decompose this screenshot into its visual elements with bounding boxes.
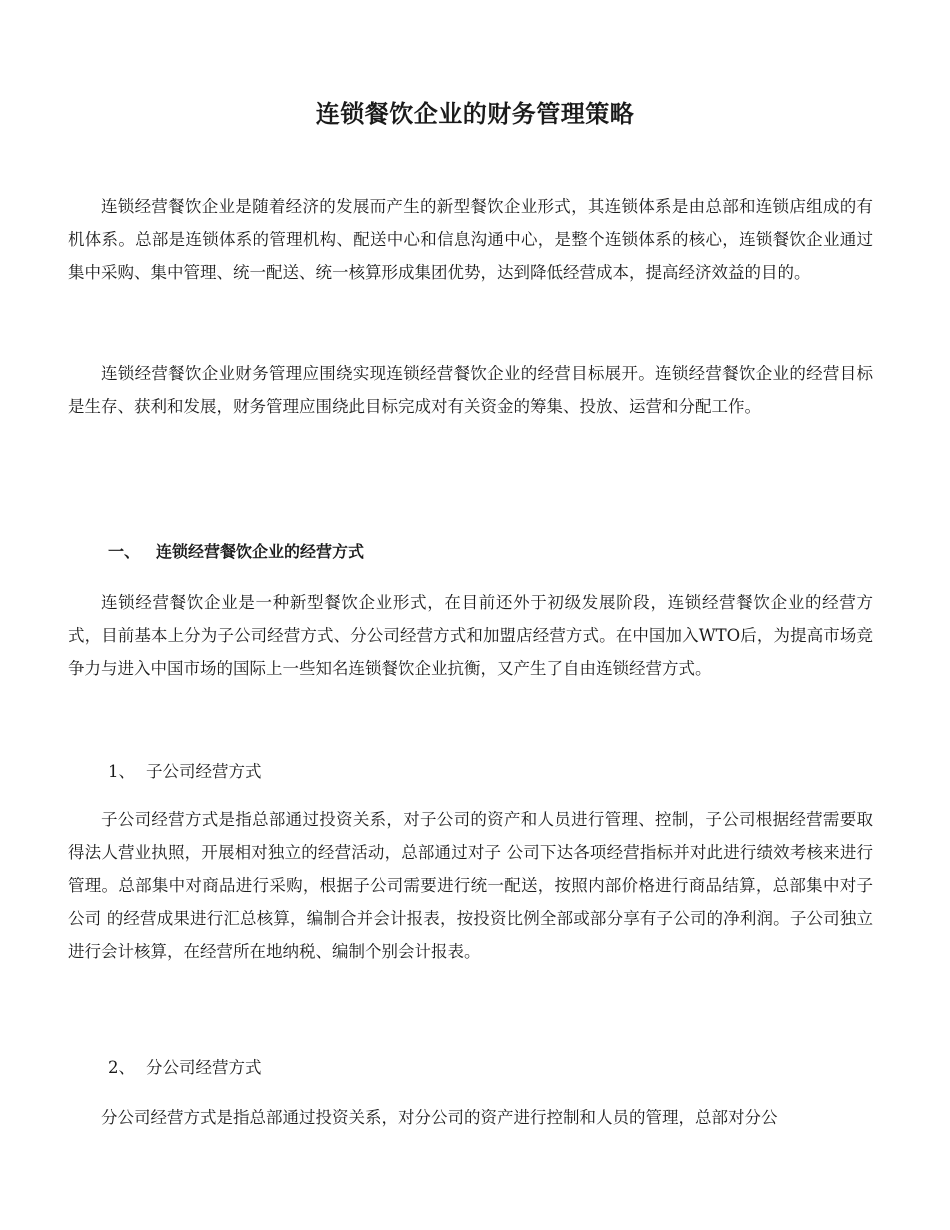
section-paragraph: 连锁经营餐饮企业是一种新型餐饮企业形式，在目前还外于初级发展阶段，连锁经营餐饮企业的经营方式，目前基本上分为子公司经营方式、分公司经营方式和加盟店经营方式。在中国加入WTO后，为提高市场竞争力与进入中国市场的国际上一些知名连锁餐饮企业抗衡，又产生了自由连锁经营方式。 xyxy=(68,593,873,678)
subsection-paragraph: 子公司经营方式是指总部通过投资关系，对子公司的资产和人员进行管理、控制，子公司根据经营需要取得法人营业执照，开展相对独立的经营活动，总部通过对子 公司下达各项经营指标并对此进行绩效考核来进行管理。总部集中对商品进行采购，根据子公司需要进行统一配送，按照内部价格进行商品结算，总部集中对子公司 的经营成果进行汇总核算，编制合并会计报表，按投资比例全部或部分享有子公司的净利润。子公司独立进行会计核算，在经营所在地纳税、编制个别会计报表。 xyxy=(68,810,873,961)
subsection-title: 分公司经营方式 xyxy=(146,1058,262,1077)
subsection-paragraph: 分公司经营方式是指总部通过投资关系，对分公司的资产进行控制和人员的管理，总部对分公 xyxy=(101,1108,778,1127)
subsection-heading xyxy=(108,1053,873,1083)
subsection-heading xyxy=(108,757,873,787)
intro-paragraph: 连锁经营餐饮企业财务管理应围绕实现连锁经营餐饮企业的经营目标展开。连锁经营餐饮企业的经营目标是生存、获利和发展，财务管理应围绕此目标完成对有关资金的筹集、投放、运营和分配工作。 xyxy=(68,364,873,416)
section-heading xyxy=(108,537,873,567)
subsection-number: 1、 xyxy=(108,762,135,781)
intro-paragraph: 连锁经营餐饮企业是随着经济的发展而产生的新型餐饮企业形式，其连锁体系是由总部和连锁店组成的有机体系。总部是连锁体系的管理机构、配送中心和信息沟通中心，是整个连锁体系的核心，连锁餐饮企业通过集中采购、集中管理、统一配送、统一核算形成集团优势，达到降低经营成本，提高经济效益的目的。 xyxy=(68,197,873,282)
section-title: 连锁经营餐饮企业的经营方式 xyxy=(156,542,365,561)
subsection-title: 子公司经营方式 xyxy=(146,762,262,781)
document-title: 连锁餐饮企业的财务管理策略 xyxy=(315,100,635,129)
subsection-number: 2、 xyxy=(108,1058,135,1077)
section-number: 一、 xyxy=(108,542,141,561)
